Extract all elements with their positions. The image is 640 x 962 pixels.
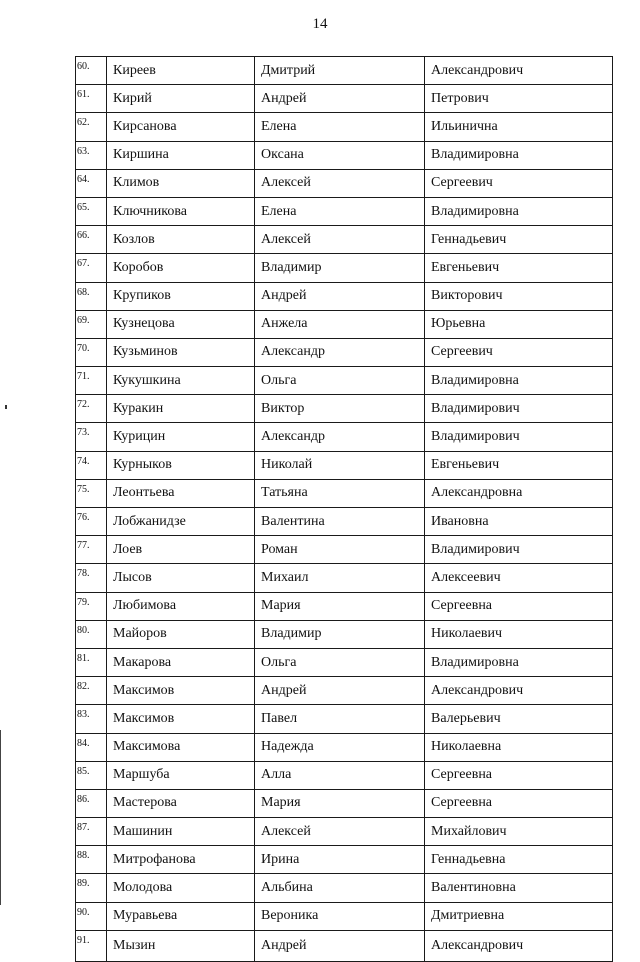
patronymic: Владимировна — [425, 141, 613, 169]
last-name: Кирсанова — [107, 113, 255, 141]
patronymic: Николаевна — [425, 733, 613, 761]
patronymic: Евгеньевич — [425, 451, 613, 479]
first-name: Мария — [255, 592, 425, 620]
row-number: 73. — [76, 423, 107, 451]
table-row — [76, 789, 613, 817]
table-row — [76, 423, 613, 451]
patronymic: Сергеевич — [425, 169, 613, 197]
row-number: 84. — [76, 733, 107, 761]
first-name: Николай — [255, 451, 425, 479]
row-number: 85. — [76, 761, 107, 789]
first-name: Ирина — [255, 846, 425, 874]
first-name: Андрей — [255, 85, 425, 113]
table-row — [76, 902, 613, 930]
row-number: 75. — [76, 479, 107, 507]
row-number: 83. — [76, 705, 107, 733]
first-name: Алексей — [255, 226, 425, 254]
patronymic: Ильинична — [425, 113, 613, 141]
row-number: 63. — [76, 141, 107, 169]
scan-edge-line — [0, 730, 1, 905]
last-name: Максимов — [107, 705, 255, 733]
patronymic: Михайлович — [425, 818, 613, 846]
last-name: Кукушкина — [107, 367, 255, 395]
first-name: Роман — [255, 536, 425, 564]
first-name: Дмитрий — [255, 57, 425, 85]
table-row — [76, 141, 613, 169]
table-row — [76, 479, 613, 507]
patronymic: Сергеевна — [425, 761, 613, 789]
last-name: Курныков — [107, 451, 255, 479]
last-name: Ключникова — [107, 197, 255, 225]
patronymic: Сергеевич — [425, 338, 613, 366]
first-name: Андрей — [255, 282, 425, 310]
row-number: 68. — [76, 282, 107, 310]
patronymic: Сергеевна — [425, 789, 613, 817]
first-name: Надежда — [255, 733, 425, 761]
patronymic: Валентиновна — [425, 874, 613, 902]
table-row — [76, 564, 613, 592]
first-name: Михаил — [255, 564, 425, 592]
row-number: 69. — [76, 310, 107, 338]
patronymic: Геннадьевна — [425, 846, 613, 874]
row-number: 82. — [76, 677, 107, 705]
patronymic: Александрович — [425, 677, 613, 705]
roster-table — [75, 56, 613, 962]
last-name: Мастерова — [107, 789, 255, 817]
row-number: 61. — [76, 85, 107, 113]
patronymic: Николаевич — [425, 620, 613, 648]
table-row — [76, 930, 613, 961]
row-number: 87. — [76, 818, 107, 846]
first-name: Павел — [255, 705, 425, 733]
patronymic: Владимировна — [425, 197, 613, 225]
table-row — [76, 592, 613, 620]
row-number: 64. — [76, 169, 107, 197]
first-name: Вероника — [255, 902, 425, 930]
patronymic: Петрович — [425, 85, 613, 113]
table-row — [76, 536, 613, 564]
row-number: 77. — [76, 536, 107, 564]
row-number: 74. — [76, 451, 107, 479]
last-name: Муравьева — [107, 902, 255, 930]
table-row — [76, 113, 613, 141]
table-row — [76, 282, 613, 310]
row-number: 80. — [76, 620, 107, 648]
patronymic: Сергеевна — [425, 592, 613, 620]
patronymic: Александрович — [425, 57, 613, 85]
patronymic: Владимирович — [425, 423, 613, 451]
patronymic: Алексеевич — [425, 564, 613, 592]
last-name: Митрофанова — [107, 846, 255, 874]
table-row — [76, 818, 613, 846]
table-row — [76, 367, 613, 395]
row-number: 65. — [76, 197, 107, 225]
table-row — [76, 846, 613, 874]
row-number: 78. — [76, 564, 107, 592]
table-row — [76, 310, 613, 338]
last-name: Леонтьева — [107, 479, 255, 507]
last-name: Киршина — [107, 141, 255, 169]
first-name: Ольга — [255, 367, 425, 395]
first-name: Андрей — [255, 930, 425, 961]
last-name: Мызин — [107, 930, 255, 961]
patronymic: Валерьевич — [425, 705, 613, 733]
table-row — [76, 451, 613, 479]
first-name: Оксана — [255, 141, 425, 169]
row-number: 71. — [76, 367, 107, 395]
last-name: Кузнецова — [107, 310, 255, 338]
table-row — [76, 395, 613, 423]
last-name: Макарова — [107, 648, 255, 676]
table-row — [76, 226, 613, 254]
table-row — [76, 85, 613, 113]
first-name: Валентина — [255, 508, 425, 536]
patronymic: Александровна — [425, 479, 613, 507]
last-name: Молодова — [107, 874, 255, 902]
first-name: Владимир — [255, 254, 425, 282]
patronymic: Владимирович — [425, 395, 613, 423]
first-name: Альбина — [255, 874, 425, 902]
patronymic: Викторович — [425, 282, 613, 310]
last-name: Максимов — [107, 677, 255, 705]
patronymic: Дмитриевна — [425, 902, 613, 930]
table-row — [76, 677, 613, 705]
last-name: Лоев — [107, 536, 255, 564]
patronymic: Геннадьевич — [425, 226, 613, 254]
row-number: 66. — [76, 226, 107, 254]
roster-body — [76, 57, 613, 962]
row-number: 91. — [76, 930, 107, 961]
last-name: Майоров — [107, 620, 255, 648]
last-name: Кузьминов — [107, 338, 255, 366]
last-name: Курицин — [107, 423, 255, 451]
last-name: Козлов — [107, 226, 255, 254]
last-name: Киреев — [107, 57, 255, 85]
row-number: 90. — [76, 902, 107, 930]
first-name: Андрей — [255, 677, 425, 705]
last-name: Кирий — [107, 85, 255, 113]
last-name: Максимова — [107, 733, 255, 761]
first-name: Татьяна — [255, 479, 425, 507]
patronymic: Юрьевна — [425, 310, 613, 338]
page-number: 14 — [312, 16, 328, 32]
table-row — [76, 169, 613, 197]
row-number: 70. — [76, 338, 107, 366]
patronymic: Ивановна — [425, 508, 613, 536]
row-number: 89. — [76, 874, 107, 902]
table-row — [76, 874, 613, 902]
first-name: Алла — [255, 761, 425, 789]
table-row — [76, 254, 613, 282]
table-row — [76, 197, 613, 225]
last-name: Маршуба — [107, 761, 255, 789]
row-number: 79. — [76, 592, 107, 620]
row-number: 76. — [76, 508, 107, 536]
row-number: 60. — [76, 57, 107, 85]
row-number: 86. — [76, 789, 107, 817]
table-row — [76, 57, 613, 85]
first-name: Елена — [255, 197, 425, 225]
patronymic: Евгеньевич — [425, 254, 613, 282]
row-number: 81. — [76, 648, 107, 676]
first-name: Ольга — [255, 648, 425, 676]
first-name: Владимир — [255, 620, 425, 648]
table-row — [76, 620, 613, 648]
patronymic: Владимировна — [425, 367, 613, 395]
row-number: 72. — [76, 395, 107, 423]
first-name: Алексей — [255, 818, 425, 846]
last-name: Климов — [107, 169, 255, 197]
row-number: 67. — [76, 254, 107, 282]
first-name: Александр — [255, 423, 425, 451]
first-name: Александр — [255, 338, 425, 366]
patronymic: Владимирович — [425, 536, 613, 564]
last-name: Крупиков — [107, 282, 255, 310]
table-row — [76, 733, 613, 761]
table-row — [76, 761, 613, 789]
last-name: Лысов — [107, 564, 255, 592]
scan-artifact — [5, 405, 7, 409]
patronymic: Владимировна — [425, 648, 613, 676]
last-name: Лобжанидзе — [107, 508, 255, 536]
table-row — [76, 705, 613, 733]
row-number: 62. — [76, 113, 107, 141]
last-name: Куракин — [107, 395, 255, 423]
last-name: Машинин — [107, 818, 255, 846]
table-row — [76, 338, 613, 366]
table-row — [76, 648, 613, 676]
first-name: Виктор — [255, 395, 425, 423]
patronymic: Александрович — [425, 930, 613, 961]
table-row — [76, 508, 613, 536]
first-name: Анжела — [255, 310, 425, 338]
first-name: Алексей — [255, 169, 425, 197]
last-name: Любимова — [107, 592, 255, 620]
last-name: Коробов — [107, 254, 255, 282]
first-name: Мария — [255, 789, 425, 817]
row-number: 88. — [76, 846, 107, 874]
first-name: Елена — [255, 113, 425, 141]
